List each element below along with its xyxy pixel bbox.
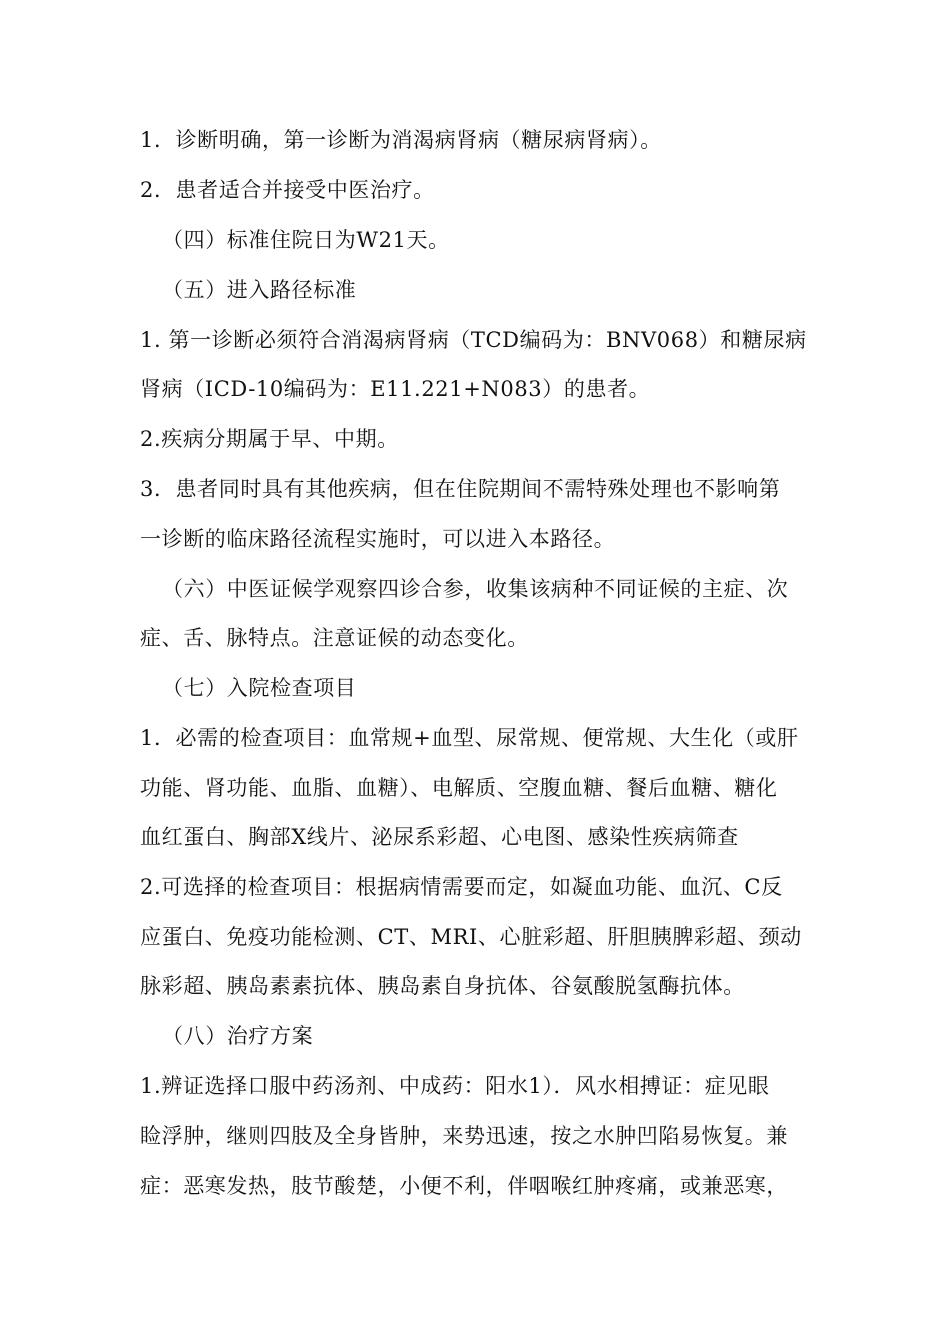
text-line-17: 应蛋白、免疫功能检测、CT、MRI、心脏彩超、肝胆胰脾彩超、颈动 [140, 925, 802, 949]
text-line-20: 1.辨证选择口服中药汤剂、中成药：阳水1）．风水相搏证：症见眼 [140, 1074, 770, 1098]
section-heading-5: （五）进入路径标准 [162, 278, 357, 302]
text-line-11: 症、舌、脉特点。注意证候的动态变化。 [140, 626, 529, 650]
section-heading-7: （七）入院检查项目 [162, 676, 357, 700]
text-line-9: 一诊断的临床路径流程实施时，可以进入本路径。 [140, 527, 616, 551]
text-line-2: 2．患者适合并接受中医治疗。 [140, 178, 435, 202]
text-line-13: 1．必需的检查项目：血常规+血型、尿常规、便常规、大生化（或肝 [140, 726, 799, 750]
section-heading-4: （四）标准住院日为W21天。 [162, 228, 450, 252]
text-line-8: 3．患者同时具有其他疾病，但在住院期间不需特殊处理也不影响第 [140, 477, 781, 501]
text-line-21: 睑浮肿，继则四肢及全身皆肿，来势迅速，按之水肿凹陷易恢复。兼 [140, 1124, 788, 1148]
text-line-6: 肾病（ICD-10编码为：E11.221+N083）的患者。 [140, 377, 651, 401]
text-line-16: 2.可选择的检查项目：根据病情需要而定，如凝血功能、血沉、C反 [140, 875, 783, 899]
text-line-5: 1. 第一诊断必须符合消渴病肾病（TCD编码为：BNV068）和糖尿病 [140, 328, 807, 352]
text-line-7: 2.疾病分期属于早、中期。 [140, 427, 399, 451]
section-heading-8: （八）治疗方案 [162, 1024, 314, 1048]
text-line-18: 脉彩超、胰岛素素抗体、胰岛素自身抗体、谷氨酸脱氢酶抗体。 [140, 974, 745, 998]
text-line-14: 功能、肾功能、血脂、血糖）、电解质、空腹血糖、餐后血糖、糖化 [140, 776, 778, 800]
text-line-22: 症：恶寒发热，肢节酸楚，小便不利，伴咽喉红肿疼痛，或兼恶寒， [140, 1174, 788, 1198]
text-line-15: 血红蛋白、胸部X线片、泌尿系彩超、心电图、感染性疾病筛查 [140, 825, 739, 849]
text-line-1: 1．诊断明确，第一诊断为消渴病肾病（糖尿病肾病）。 [140, 128, 662, 152]
section-heading-6: （六）中医证候学观察四诊合参，收集该病种不同证候的主症、次 [162, 577, 789, 601]
